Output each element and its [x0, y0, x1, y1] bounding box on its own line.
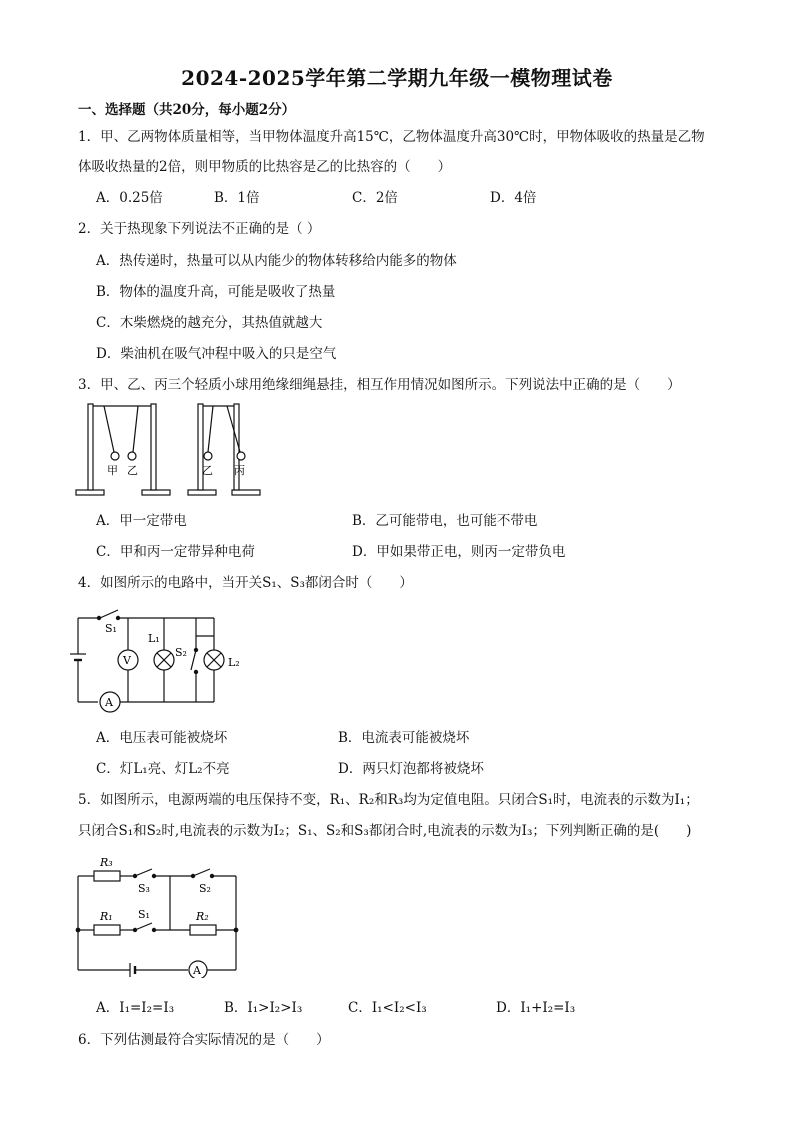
section-heading: 一、选择题（共20分，每小题2分） [78, 102, 296, 118]
q5-option-d: D．I₁+I₂=I₃ [496, 1000, 576, 1016]
q4-option-b: B．电流表可能被烧坏 [338, 730, 470, 746]
q1-option-c: C．2倍 [352, 190, 398, 206]
q5-label-r2: R₂ [196, 910, 209, 923]
q3-label-jia: 甲 [107, 464, 118, 477]
q2-stem: 2．关于热现象下列说法不正确的是（ ） [78, 221, 321, 237]
page-title: 2024-2025学年第二学期九年级一模物理试卷 [181, 66, 613, 90]
q5-option-a: A．I₁=I₂=I₃ [96, 1000, 175, 1016]
q5-label-r1: R₁ [100, 910, 113, 923]
q5-label-s2: S₂ [199, 882, 211, 895]
q2-option-b: B．物体的温度升高，可能是吸收了热量 [96, 284, 336, 300]
q3-option-d: D．甲如果带正电，则丙一定带负电 [352, 544, 566, 560]
q1-option-b: B．1倍 [214, 190, 260, 206]
q5-label-ammeter: A [193, 964, 201, 977]
q4-label-l1: L₁ [148, 632, 160, 645]
q4-label-voltmeter: V [123, 654, 131, 667]
q5-stem-line2: 只闭合S₁和S₂时,电流表的示数为I₂；S₁、S₂和S₃都闭合时,电流表的示数为I₃；下列判断正确的是( ) [78, 823, 692, 839]
q1-stem-line2: 体吸收热量的2倍，则甲物质的比热容是乙的比热容的（ ） [78, 159, 452, 175]
q3-pendulum-figure [72, 400, 272, 500]
q6-stem: 6．下列估测最符合实际情况的是（ ） [78, 1032, 330, 1048]
q4-stem: 4．如图所示的电路中，当开关S₁、S₃都闭合时（ ） [78, 575, 413, 591]
q2-option-d: D．柴油机在吸气冲程中吸入的只是空气 [96, 346, 337, 362]
q4-circuit-figure [70, 604, 260, 716]
q3-label-yi: 乙 [127, 464, 138, 477]
q1-stem-line1: 1．甲、乙两物体质量相等，当甲物体温度升高15℃，乙物体温度升高30℃时，甲物体吸收的热量是乙物 [78, 129, 705, 145]
q4-option-d: D．两只灯泡都将被烧坏 [338, 761, 484, 777]
q2-option-c: C．木柴燃烧的越充分，其热值就越大 [96, 315, 323, 331]
q3-label-bing: 丙 [234, 464, 245, 477]
q5-option-b: B．I₁>I₂>I₃ [224, 1000, 303, 1016]
q1-option-a: A．0.25倍 [96, 190, 163, 206]
q5-label-r3: R₃ [100, 856, 113, 869]
q4-option-a: A．电压表可能被烧坏 [96, 730, 228, 746]
q2-option-a: A．热传递时，热量可以从内能少的物体转移给内能多的物体 [96, 253, 457, 269]
q5-circuit-figure [72, 852, 248, 978]
q4-label-s2: S₂ [175, 646, 187, 659]
q5-label-s3: S₃ [138, 882, 150, 895]
q4-label-ammeter: A [105, 696, 113, 709]
q5-option-c: C．I₁<I₂<I₃ [348, 1000, 427, 1016]
q3-option-c: C．甲和丙一定带异种电荷 [96, 544, 255, 560]
q3-label-yi-2: 乙 [202, 464, 213, 477]
q4-option-c: C．灯L₁亮、灯L₂不亮 [96, 761, 230, 777]
q3-stem: 3．甲、乙、丙三个轻质小球用绝缘细绳悬挂，相互作用情况如图所示。下列说法中正确的是（ ） [78, 377, 681, 393]
q5-stem-line1: 5．如图所示，电源两端的电压保持不变，R₁、R₂和R₃均为定值电阻。只闭合S₁时，电流表的示数为I₁； [78, 792, 699, 808]
q4-label-l2: L₂ [228, 656, 240, 669]
q5-label-s1: S₁ [138, 908, 150, 921]
q1-option-d: D．4倍 [490, 190, 537, 206]
q3-option-b: B．乙可能带电，也可能不带电 [352, 513, 538, 529]
q3-option-a: A．甲一定带电 [96, 513, 187, 529]
q4-label-s1: S₁ [105, 622, 117, 635]
